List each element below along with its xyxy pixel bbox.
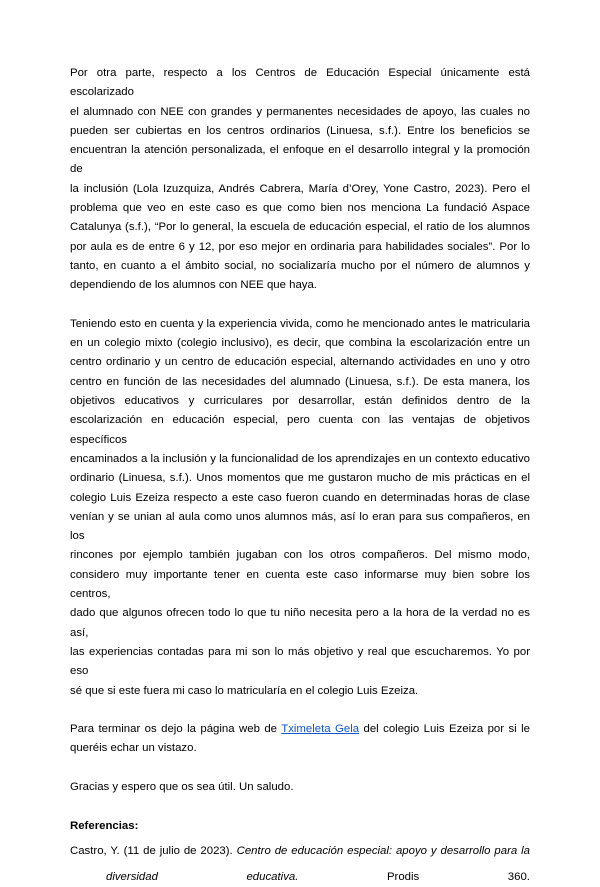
text-line bbox=[70, 720, 530, 739]
text-line: encuentran la atención personalizada, el enfoque en el desarrollo integral y la promoción de bbox=[70, 144, 530, 176]
reference-entry bbox=[70, 842, 530, 887]
text-line: las experiencias contadas para mi son lo más objetivo y real que escucharemos. Yo por eso bbox=[70, 645, 530, 678]
closing-text-after-link: del colegio Luis Ezeiza por si le bbox=[359, 723, 530, 736]
text-line: por aula es de entre 6 y 12, por eso mejor en ordinaria para habilidades sociales”. Por lo bbox=[70, 240, 530, 253]
reference-publisher-number: 360. bbox=[507, 871, 530, 884]
reference-line bbox=[70, 842, 530, 861]
text-line: objetivos educativos y curriculares por desarrollar, están definidos dentro de la bbox=[70, 395, 530, 408]
text-line: rincones por ejemplo también jugaban con los otros compañeros. Del mismo modo, bbox=[70, 549, 530, 562]
text-line: dependiendo de los alumnos con NEE que haya. bbox=[70, 279, 317, 292]
text-line: tanto, en cuanto a el ámbito social, no socializaría mucho por el número de alumnos y bbox=[70, 259, 530, 272]
paragraph-1 bbox=[70, 64, 530, 296]
text-line: queréis echar un vistazo. bbox=[70, 742, 197, 755]
closing-text-before-link: Para terminar os dejo la página web de bbox=[70, 723, 282, 736]
reference-title-word: diversidad bbox=[106, 871, 158, 884]
text-line: en un colegio mixto (colegio inclusivo), es decir, que combina la escolarización entre un bbox=[70, 337, 530, 350]
document-content bbox=[70, 64, 530, 887]
reference-line bbox=[106, 868, 530, 887]
text-line: colegio Luis Ezeiza respecto a este caso fueron cuando en determinadas horas de clase bbox=[70, 491, 530, 504]
text-line: Por otra parte, respecto a los Centros de Educación Especial únicamente está escolarizado bbox=[70, 67, 530, 99]
reference-author-date: Castro, Y. (11 de julio de 2023). bbox=[70, 844, 237, 857]
reference-title-part1: Centro de educación especial: apoyo y desarrollo para la bbox=[236, 844, 530, 857]
text-line: la inclusión (Lola Izuzquiza, Andrés Cabrera, María d’Orey, Yone Castro, 2023). Pero el bbox=[70, 182, 530, 195]
paragraph-2 bbox=[70, 315, 530, 701]
text-line: considero muy importante tener en cuenta este caso informarse muy bien sobre los centros, bbox=[70, 568, 530, 601]
text-line: el alumnado con NEE con grandes y permanentes necesidades de apoyo, las cuales no bbox=[70, 105, 530, 118]
reference-title-word: educativa. bbox=[246, 871, 299, 884]
text-line: Gracias y espero que os sea útil. Un saludo. bbox=[70, 780, 294, 793]
reference-publisher: Prodis bbox=[386, 871, 420, 884]
thanks-paragraph bbox=[70, 778, 530, 797]
text-line: centro en función de las necesidades del alumnado (Linuesa, s.f.). De esta manera, los bbox=[70, 375, 530, 388]
closing-paragraph bbox=[70, 720, 530, 759]
text-line: dado que algunos ofrecen todo lo que tu niño necesita pero a la hora de la verdad no es así, bbox=[70, 607, 530, 639]
text-line: ordinario (Linuesa, s.f.). Unos momentos que me gustaron mucho de mis prácticas en el bbox=[70, 472, 530, 485]
text-line: Teniendo esto en cuenta y la experiencia vivida, como he mencionado antes le matricularia bbox=[70, 317, 530, 330]
text-line: problema que veo en este caso es que como bien nos menciona La fundació Aspace bbox=[70, 202, 530, 215]
text-line: pueden ser cubiertas en los centros ordinarios (Linuesa, s.f.). Entre los beneficios se bbox=[70, 124, 530, 137]
text-line: Catalunya (s.f.), “Por lo general, la escuela de educación especial, el ratio de los alumnos bbox=[70, 221, 530, 234]
text-line: encaminados a la inclusión y la funcionalidad de los aprendizajes en un contexto educativo bbox=[70, 452, 530, 465]
text-line: sé que si este fuera mi caso lo matricularía en el colegio Luis Ezeiza. bbox=[70, 684, 419, 697]
text-line: centro ordinario y un centro de educación especial, alternando actividades en uno y otro bbox=[70, 356, 530, 369]
tximeleta-gela-link[interactable]: Tximeleta Gela bbox=[281, 723, 360, 736]
references-heading: Referencias: bbox=[70, 819, 139, 832]
text-line: venían y se unian al aula como unos alumnos más, así lo eran para sus compañeros, en los bbox=[70, 510, 530, 543]
text-line: escolarización en educación especial, pero cuenta con las ventajas de objetivos específicos bbox=[70, 414, 530, 446]
